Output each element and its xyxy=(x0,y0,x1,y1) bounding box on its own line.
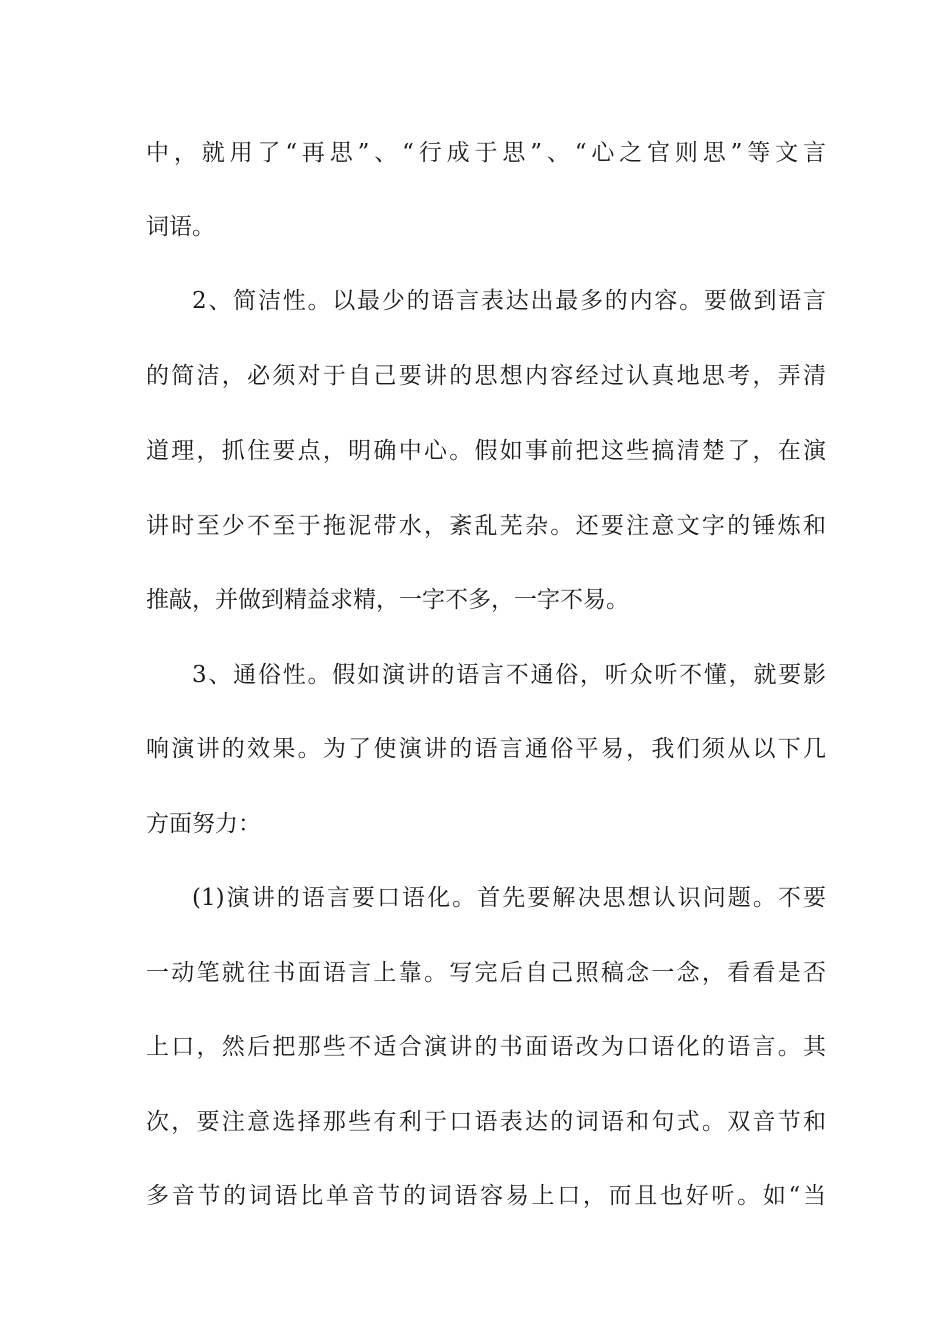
paragraph-start-line: 2、简洁性。以最少的语言表达出最多的内容。要做到语言 xyxy=(192,288,826,314)
text-line: 次，要注意选择那些有利于口语表达的词语和句式。双音节和 xyxy=(146,1109,826,1135)
text-line: 上口，然后把那些不适合演讲的书面语改为口语化的语言。其 xyxy=(146,1034,826,1060)
text-line: 词语。 xyxy=(146,214,215,240)
text-line: 中，就用了“再思”、“行成于思”、“心之官则思”等文言 xyxy=(146,140,826,166)
paragraph-start-line: (1)演讲的语言要口语化。首先要解决思想认识问题。不要 xyxy=(192,885,826,911)
text-line: 方面努力： xyxy=(146,811,261,837)
text-line: 讲时至少不至于拖泥带水，紊乱芜杂。还要注意文字的锤炼和 xyxy=(146,513,826,539)
text-line: 道理，抓住要点，明确中心。假如事前把这些搞清楚了，在演 xyxy=(146,438,826,464)
paragraph-start-line: 3、通俗性。假如演讲的语言不通俗，听众听不懂，就要影 xyxy=(192,662,826,688)
text-line: 的简洁，必须对于自己要讲的思想内容经过认真地思考，弄清 xyxy=(146,363,826,389)
text-line: 多音节的词语比单音节的词语容易上口，而且也好听。如“当 xyxy=(146,1183,826,1209)
text-line: 推敲，并做到精益求精，一字不多，一字不易。 xyxy=(146,587,629,613)
text-line: 响演讲的效果。为了使演讲的语言通俗平易，我们须从以下几 xyxy=(146,736,826,762)
text-line: 一动笔就往书面语言上靠。写完后自己照稿念一念，看看是否 xyxy=(146,960,826,986)
